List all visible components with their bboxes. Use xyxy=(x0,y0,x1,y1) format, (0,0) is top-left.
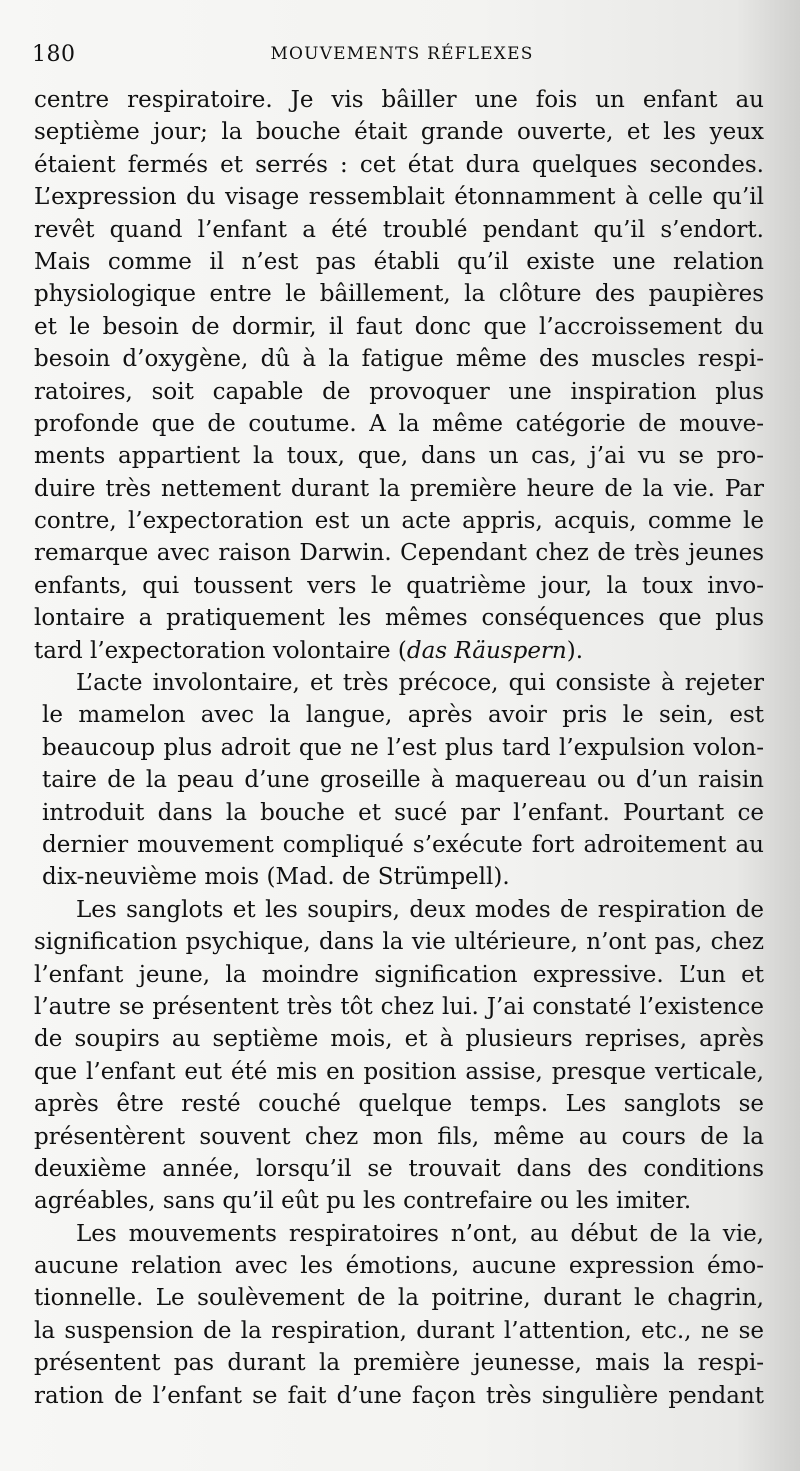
page-number: 180 xyxy=(32,42,76,67)
text-line: étaient fermés et serrés : cet état dura quelques secondes. xyxy=(34,151,764,178)
text-line: le mamelon avec la langue, après avoir pris le sein, est xyxy=(42,702,764,729)
text-line: et le besoin de dormir, il faut donc que l’accroissement du xyxy=(34,313,764,340)
text-line: deuxième année, lorsqu’il se trouvait dans des conditions xyxy=(34,1155,764,1182)
text-line: lontaire a pratiquement les mêmes conséquences que plus xyxy=(34,605,764,632)
text-line-with-italic xyxy=(34,635,764,667)
text-line: remarque avec raison Darwin. Cependant chez de très jeunes xyxy=(34,540,764,567)
text-line: que l’enfant eut été mis en position assise, presque verticale, xyxy=(34,1058,764,1085)
page-header xyxy=(32,42,742,72)
text-line: duire très nettement durant la première heure de la vie. Par xyxy=(34,475,764,502)
body-text xyxy=(34,84,764,1412)
text-line: taire de la peau d’une groseille à maquereau ou d’un raisin xyxy=(42,767,764,794)
text-line: ratoires, soit capable de provoquer une inspiration plus xyxy=(34,378,764,405)
italic-term: das Räuspern xyxy=(406,637,567,664)
text-segment: ). xyxy=(566,637,584,664)
text-line: tionnelle. Le soulèvement de la poitrine, durant le chagrin, xyxy=(34,1285,764,1312)
text-line: ments appartient la toux, que, dans un cas, j’ai vu se pro- xyxy=(34,443,764,470)
text-line: l’enfant jeune, la moindre signification expressive. L’un et xyxy=(34,961,764,988)
text-line: dix-neuvième mois (Mad. de Strümpell). xyxy=(42,864,510,891)
text-line: L’expression du visage ressemblait étonnamment à celle qu’il xyxy=(34,184,764,211)
text-line: septième jour; la bouche était grande ouverte, et les yeux xyxy=(34,119,764,146)
text-line: revêt quand l’enfant a été troublé pendant qu’il s’endort. xyxy=(34,216,764,243)
text-line: de soupirs au septième mois, et à plusieurs reprises, après xyxy=(34,1026,764,1053)
paragraph-start: L’acte involontaire, et très précoce, qui consiste à rejeter xyxy=(76,670,764,697)
text-line: aucune relation avec les émotions, aucune expression émo- xyxy=(34,1253,764,1280)
text-line: besoin d’oxygène, dû à la fatigue même des muscles respi- xyxy=(34,346,764,373)
text-segment: tard l’expectoration volontaire ( xyxy=(34,637,407,664)
running-title: MOUVEMENTS RÉFLEXES xyxy=(270,44,534,64)
paragraph-start: Les sanglots et les soupirs, deux modes de respiration de xyxy=(76,896,764,923)
text-line: introduit dans la bouche et sucé par l’enfant. Pourtant ce xyxy=(42,799,764,826)
text-line: présentèrent souvent chez mon fils, même au cours de la xyxy=(34,1123,764,1150)
text-line: la suspension de la respiration, durant l’attention, etc., ne se xyxy=(34,1317,764,1344)
text-line: ration de l’enfant se fait d’une façon très singulière pendant xyxy=(34,1382,764,1409)
text-line: contre, l’expectoration est un acte appris, acquis, comme le xyxy=(34,508,764,535)
paragraph-start: Les mouvements respiratoires n’ont, au début de la vie, xyxy=(76,1220,764,1247)
text-line: profonde que de coutume. A la même catégorie de mouve- xyxy=(34,410,764,437)
text-line: centre respiratoire. Je vis bâiller une fois un enfant au xyxy=(34,87,764,113)
text-line: beaucoup plus adroit que ne l’est plus tard l’expulsion volon- xyxy=(42,734,764,761)
text-line: agréables, sans qu’il eût pu les contrefaire ou les imiter. xyxy=(34,1188,692,1215)
text-line: après être resté couché quelque temps. Les sanglots se xyxy=(34,1091,764,1118)
text-line: Mais comme il n’est pas établi qu’il existe une relation xyxy=(34,248,764,275)
text-line: l’autre se présentent très tôt chez lui. J’ai constaté l’existence xyxy=(34,993,764,1020)
text-line: physiologique entre le bâillement, la clôture des paupières xyxy=(34,281,764,308)
text-line: présentent pas durant la première jeunesse, mais la respi- xyxy=(34,1350,764,1377)
text-line: signification psychique, dans la vie ultérieure, n’ont pas, chez xyxy=(34,929,764,956)
text-line: dernier mouvement compliqué s’exécute fort adroitement au xyxy=(42,831,764,858)
text-line: enfants, qui toussent vers le quatrième jour, la toux invo- xyxy=(34,572,764,599)
